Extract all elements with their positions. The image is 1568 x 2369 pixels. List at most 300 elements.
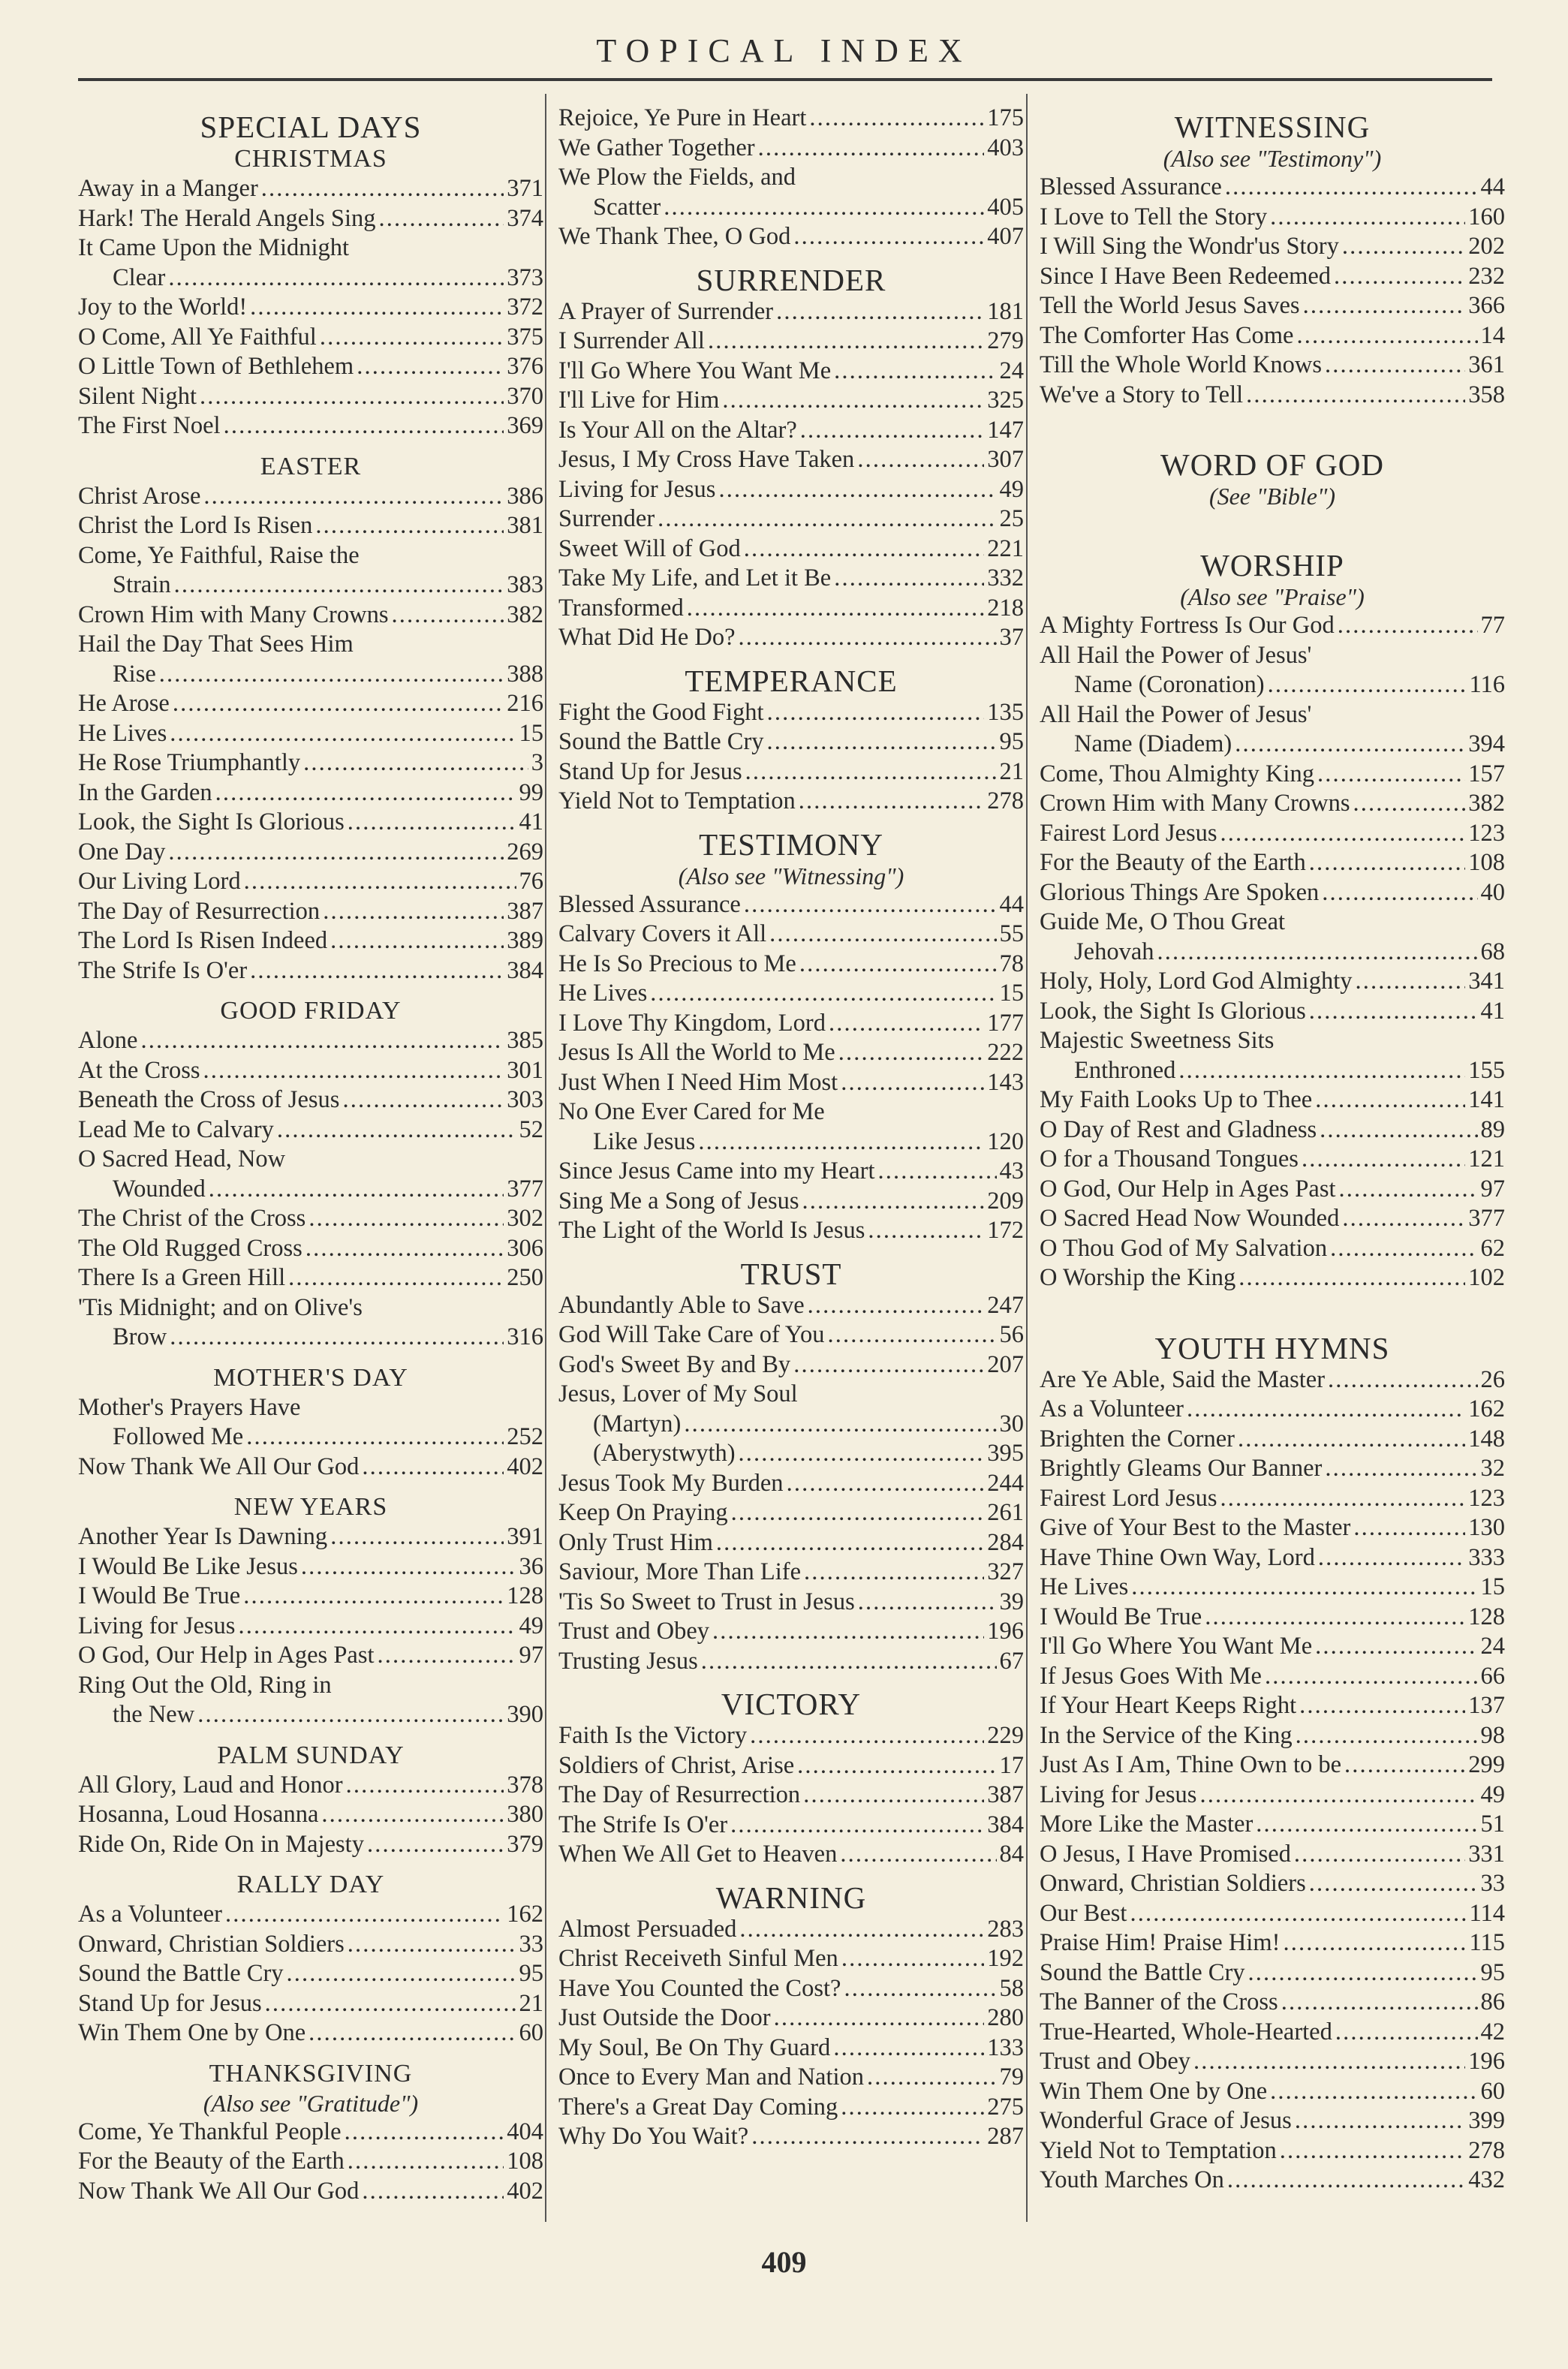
hymn-number: 44 <box>999 890 1024 918</box>
leader-dots <box>277 1115 516 1145</box>
subsection-heading: NEW YEARS <box>233 1493 388 1521</box>
index-entry <box>558 698 1024 728</box>
leader-dots <box>722 386 984 416</box>
index-entry <box>78 2177 543 2207</box>
index-entry <box>1040 1691 1505 1721</box>
hymn-title: Transformed <box>558 594 684 622</box>
hymn-title: Saviour, More Than Life <box>558 1558 802 1585</box>
leader-dots <box>305 1234 504 1264</box>
index-entry <box>558 1068 1024 1098</box>
hymn-title: Surrender <box>558 505 655 532</box>
leader-dots <box>224 411 504 441</box>
hymn-number: 58 <box>999 1974 1024 2002</box>
hymn-number: 68 <box>1480 938 1505 965</box>
index-section <box>78 996 543 1353</box>
hymn-title: Abundantly Able to Save <box>558 1291 805 1319</box>
hymn-title: We Gather Together <box>558 134 755 161</box>
hymn-title: My Soul, Be On Thy Guard <box>558 2033 831 2061</box>
hymn-title: Another Year Is Dawning <box>78 1523 328 1550</box>
leader-dots <box>209 1175 504 1205</box>
leader-dots <box>808 1291 985 1321</box>
index-entry <box>558 1097 1024 1127</box>
hymn-title: I Would Be True <box>78 1582 241 1609</box>
index-entry <box>1040 938 1505 968</box>
index-entry <box>558 920 1024 950</box>
leader-dots <box>1220 1484 1466 1514</box>
hymn-title: Have Thine Own Way, Lord <box>1040 1543 1315 1571</box>
leader-dots <box>1317 760 1465 790</box>
leader-dots <box>834 564 984 594</box>
leader-dots <box>346 1771 504 1801</box>
hymn-title: One Day <box>78 838 166 865</box>
leader-dots <box>348 2147 504 2177</box>
section-gap <box>1040 521 1505 542</box>
hymn-number: 86 <box>1480 1988 1505 2015</box>
index-entry <box>558 134 1024 164</box>
hymn-number: 370 <box>507 382 543 410</box>
hymn-number: 209 <box>987 1187 1024 1215</box>
index-entry <box>78 1800 543 1830</box>
hymn-title: It Came Upon the Midnight <box>78 234 350 261</box>
index-entry <box>558 1617 1024 1647</box>
hymn-number: 32 <box>1480 1455 1505 1482</box>
hymn-title: 'Tis Midnight; and on Olive's <box>78 1293 363 1321</box>
hymn-title: God Will Take Care of You <box>558 1321 825 1348</box>
hymn-title: Glorious Things Are Spoken <box>1040 878 1320 906</box>
index-entry <box>78 1582 543 1612</box>
index-entry <box>1040 819 1505 849</box>
index-entry <box>1040 1454 1505 1484</box>
hymn-title: Fairest Lord Jesus <box>1040 1484 1217 1512</box>
index-section <box>78 1741 543 1860</box>
hymn-title: Away in a Manger <box>78 175 258 202</box>
index-entry <box>558 2063 1024 2093</box>
hymn-number: 49 <box>519 1612 543 1639</box>
leader-dots <box>712 1617 984 1647</box>
index-entry <box>78 263 543 293</box>
leader-dots <box>238 1612 516 1642</box>
hymn-title: Enthroned <box>1074 1056 1176 1084</box>
leader-dots <box>246 1422 504 1452</box>
index-entry <box>558 504 1024 534</box>
leader-dots <box>1330 1234 1477 1264</box>
hymn-number: 331 <box>1468 1840 1505 1868</box>
hymn-number: 278 <box>987 787 1024 814</box>
leader-dots <box>1353 789 1465 819</box>
subsection-heading: MOTHER'S DAY <box>213 1363 408 1392</box>
hymn-number: 147 <box>987 416 1024 444</box>
hymn-title: Onward, Christian Soldiers <box>78 1930 345 1958</box>
hymn-number: 202 <box>1468 233 1505 260</box>
index-entry <box>78 1452 543 1483</box>
index-entry <box>558 1647 1024 1677</box>
section-heading: SPECIAL DAYS <box>200 110 422 144</box>
hymn-number: 402 <box>507 1452 543 1480</box>
leader-dots <box>1294 1840 1465 1870</box>
index-entry <box>78 1671 543 1701</box>
index-entry <box>1040 908 1505 938</box>
index-entry <box>78 570 543 601</box>
leader-dots <box>1322 878 1477 908</box>
hymn-title: He Lives <box>78 719 167 747</box>
index-entry <box>558 386 1024 416</box>
hymn-number: 97 <box>519 1642 543 1669</box>
index-section <box>558 104 1024 252</box>
hymn-title: I Love Thy Kingdom, Lord <box>558 1009 826 1037</box>
leader-dots <box>730 1811 984 1841</box>
index-entry <box>78 1900 543 1930</box>
hymn-title: When We All Get to Heaven <box>558 1841 838 1868</box>
leader-dots <box>751 2122 984 2152</box>
index-entry <box>78 1204 543 1234</box>
hymn-title: He Lives <box>1040 1573 1129 1600</box>
hymn-title: We Plow the Fields, and <box>558 164 796 191</box>
leader-dots <box>799 787 984 817</box>
hymn-title: Hark! The Herald Angels Sing <box>78 204 376 232</box>
section-heading: TESTIMONY <box>699 826 883 862</box>
hymn-title: Silent Night <box>78 382 197 410</box>
subsection-heading: PALM SUNDAY <box>217 1741 405 1769</box>
index-entry <box>78 1989 543 2019</box>
hymn-title: (Martyn) <box>593 1410 682 1437</box>
leader-dots <box>287 1959 516 1989</box>
subsection-heading: CHRISTMAS <box>234 145 387 173</box>
hymn-title: Clear <box>113 263 166 291</box>
leader-dots <box>301 1552 516 1582</box>
hymn-number: 157 <box>1468 760 1505 787</box>
index-section <box>558 664 1024 817</box>
leader-dots <box>1227 2166 1465 2196</box>
leader-dots <box>774 2003 985 2033</box>
leader-dots <box>800 416 984 446</box>
hymn-number: 278 <box>1468 2136 1505 2164</box>
hymn-number: 175 <box>987 104 1024 131</box>
section-heading: TEMPERANCE <box>685 663 898 698</box>
index-entry <box>1040 1958 1505 1988</box>
hymn-number: 30 <box>999 1410 1024 1437</box>
hymn-title: I Love to Tell the Story <box>1040 203 1268 230</box>
leader-dots <box>731 1498 985 1528</box>
hymn-number: 402 <box>507 2177 543 2205</box>
leader-dots <box>250 293 504 323</box>
hymn-number: 67 <box>999 1647 1024 1675</box>
hymn-title: Wonderful Grace of Jesus <box>1040 2107 1292 2134</box>
hymn-number: 358 <box>1468 381 1505 408</box>
leader-dots <box>330 926 504 956</box>
hymn-number: 33 <box>519 1930 543 1958</box>
hymn-title: Followed Me <box>113 1423 244 1450</box>
hymn-title: Crown Him with Many Crowns <box>1040 790 1350 817</box>
leader-dots <box>321 1800 504 1830</box>
hymn-title: Rejoice, Ye Pure in Heart <box>558 104 807 131</box>
leader-dots <box>1309 1869 1478 1899</box>
hymn-title: Guide Me, O Thou Great <box>1040 908 1286 935</box>
hymn-number: 128 <box>507 1582 543 1609</box>
leader-dots <box>838 1038 985 1068</box>
hymn-number: 49 <box>1480 1781 1505 1808</box>
index-entry <box>558 475 1024 505</box>
index-entry <box>558 445 1024 475</box>
hymn-number: 391 <box>507 1523 543 1550</box>
subsection-heading: RALLY DAY <box>236 1871 385 1898</box>
leader-dots <box>857 445 984 475</box>
leader-dots <box>250 956 504 986</box>
hymn-title: Jesus Took My Burden <box>558 1469 784 1497</box>
hymn-number: 192 <box>987 1945 1024 1972</box>
leader-dots <box>1299 1691 1465 1721</box>
hymn-number: 40 <box>1480 878 1505 906</box>
index-entry <box>1040 700 1505 730</box>
index-entry <box>78 1323 543 1353</box>
leader-dots <box>173 689 504 719</box>
hymn-number: 377 <box>507 1175 543 1203</box>
index-entry <box>558 1320 1024 1350</box>
hymn-number: 43 <box>999 1157 1024 1184</box>
hymn-number: 403 <box>987 134 1024 161</box>
hymn-title: Wounded <box>113 1175 206 1203</box>
leader-dots <box>174 570 504 601</box>
section-heading: WARNING <box>715 1880 867 1915</box>
hymn-title: Ride On, Ride On in Majesty <box>78 1830 364 1858</box>
index-entry <box>558 1216 1024 1246</box>
index-entry <box>1040 2136 1505 2166</box>
hymn-title: Holy, Holy, Lord God Almighty <box>1040 968 1353 995</box>
hymn-number: 373 <box>507 263 543 291</box>
index-entry <box>78 601 543 631</box>
index-entry <box>1040 2077 1505 2107</box>
hymn-number: 301 <box>507 1056 543 1084</box>
hymn-title: He Lives <box>558 980 648 1007</box>
index-section <box>558 1687 1024 1870</box>
leader-dots <box>868 1216 984 1246</box>
hymn-title: Is Your All on the Altar? <box>558 416 797 444</box>
hymn-number: 244 <box>987 1469 1024 1497</box>
hymn-number: 98 <box>1480 1721 1505 1749</box>
leader-dots <box>1238 1263 1465 1293</box>
leader-dots <box>841 2093 984 2123</box>
index-entry <box>1040 1988 1505 2018</box>
hymn-title: The Old Rugged Cross <box>78 1234 302 1262</box>
index-entry <box>1040 1899 1505 1929</box>
hymn-title: Like Jesus <box>593 1127 696 1155</box>
hymn-title: Our Living Lord <box>78 868 241 895</box>
hymn-title: True-Hearted, Whole-Hearted <box>1040 2018 1332 2045</box>
index-entry <box>78 174 543 204</box>
hymn-number: 399 <box>1468 2107 1505 2134</box>
hymn-title: O Sacred Head Now Wounded <box>1040 1205 1340 1232</box>
leader-dots <box>1315 1632 1477 1662</box>
hymn-title: Win Them One by One <box>78 2019 306 2046</box>
index-section <box>78 1870 543 2048</box>
hymn-title: 'Tis So Sweet to Trust in Jesus <box>558 1588 855 1615</box>
hymn-number: 325 <box>987 387 1024 414</box>
hymn-number: 160 <box>1468 203 1505 230</box>
leader-dots <box>362 1452 504 1483</box>
hymn-title: All Hail the Power of Jesus' <box>1040 641 1312 669</box>
leader-dots <box>745 757 997 787</box>
subsection-heading: GOOD FRIDAY <box>220 997 402 1025</box>
index-entry <box>78 1234 543 1264</box>
leader-dots <box>345 2118 504 2148</box>
leader-dots <box>308 2018 516 2048</box>
leader-dots <box>1320 1115 1477 1145</box>
hymn-number: 378 <box>507 1771 543 1799</box>
index-entry <box>558 357 1024 387</box>
hymn-title: O God, Our Help in Ages Past <box>1040 1175 1336 1203</box>
hymn-title: Hail the Day That Sees Him <box>78 631 354 658</box>
index-entry <box>558 1915 1024 1945</box>
index-entry <box>1040 641 1505 671</box>
hymn-title: I Surrender All <box>558 327 705 354</box>
hymn-number: 218 <box>987 594 1024 622</box>
hymn-number: 17 <box>999 1751 1024 1779</box>
leader-dots <box>391 601 504 631</box>
hymn-title: Keep On Praying <box>558 1499 728 1526</box>
leader-dots <box>168 263 504 293</box>
index-entry <box>558 104 1024 134</box>
hymn-number: 369 <box>507 412 543 439</box>
leader-dots <box>1281 1988 1478 2018</box>
index-entry <box>558 594 1024 624</box>
leader-dots <box>804 1558 984 1588</box>
index-entry <box>558 416 1024 446</box>
hymn-number: 39 <box>999 1588 1024 1615</box>
hymn-number: 25 <box>999 505 1024 532</box>
leader-dots <box>1131 1573 1477 1603</box>
hymn-number: 172 <box>987 1217 1024 1244</box>
index-entry <box>558 787 1024 817</box>
hymn-number: 196 <box>1468 2048 1505 2075</box>
leader-dots <box>829 1009 984 1039</box>
hymn-number: 14 <box>1480 321 1505 349</box>
index-entry <box>558 890 1024 920</box>
index-entry <box>78 293 543 323</box>
index-entry <box>558 1410 1024 1440</box>
index-entry <box>558 727 1024 757</box>
hymn-title: Take My Life, and Let it Be <box>558 564 832 591</box>
hymn-title: Youth Marches On <box>1040 2166 1224 2193</box>
hymn-title: The Lord Is Risen Indeed <box>78 927 328 954</box>
index-entry <box>1040 1365 1505 1395</box>
leader-dots <box>261 174 504 204</box>
subsection-heading: EASTER <box>260 452 362 480</box>
hymn-title: O Come, All Ye Faithful <box>78 323 317 351</box>
hymn-title: If Jesus Goes With Me <box>1040 1662 1262 1690</box>
hymn-title: Have You Counted the Cost? <box>558 1974 841 2002</box>
hymn-number: 162 <box>1468 1395 1505 1422</box>
hymn-number: 115 <box>1469 1929 1505 1956</box>
index-entry <box>558 1840 1024 1870</box>
hymn-title: Give of Your Best to the Master <box>1040 1514 1351 1541</box>
index-entry <box>1040 1632 1505 1662</box>
index-entry <box>1040 1204 1505 1234</box>
leader-dots <box>225 1900 504 1930</box>
hymn-number: 299 <box>1468 1751 1505 1778</box>
header-rule <box>78 78 1492 81</box>
hymn-title: The Day of Resurrection <box>558 1781 801 1808</box>
hymn-number: 95 <box>1480 1958 1505 1986</box>
hymn-number: 155 <box>1468 1056 1505 1084</box>
hymn-title: Tell the World Jesus Saves <box>1040 292 1300 319</box>
leader-dots <box>170 1323 504 1353</box>
hymn-number: 56 <box>999 1321 1024 1348</box>
index-entry <box>558 1781 1024 1811</box>
leader-dots <box>803 1781 984 1811</box>
hymn-title: Come, Ye Thankful People <box>78 2118 342 2145</box>
hymn-title: Beneath the Cross of Jesus <box>78 1086 340 1113</box>
index-entry <box>558 1751 1024 1781</box>
hymn-title: Are Ye Able, Said the Master <box>1040 1365 1326 1393</box>
leader-dots <box>739 1915 984 1945</box>
hymn-title: Almost Persuaded <box>558 1915 737 1943</box>
hymn-number: 376 <box>507 353 543 380</box>
index-entry <box>1040 760 1505 790</box>
leader-dots <box>1335 2018 1478 2048</box>
leader-dots <box>159 660 504 690</box>
index-entry <box>558 534 1024 564</box>
index-entry <box>78 808 543 838</box>
index-entry <box>78 1175 543 1205</box>
hymn-number: 405 <box>987 193 1024 221</box>
hymn-number: 287 <box>987 2123 1024 2150</box>
leader-dots <box>1235 730 1465 760</box>
leader-dots <box>303 748 528 778</box>
hymn-title: As a Volunteer <box>1040 1395 1184 1422</box>
index-entry <box>1040 1781 1505 1811</box>
index-section <box>78 452 543 986</box>
index-entry <box>558 222 1024 252</box>
hymn-title: the New <box>113 1701 195 1728</box>
hymn-title: Jesus, I My Cross Have Taken <box>558 446 855 473</box>
hymn-title: For the Beauty of the Earth <box>78 2148 345 2175</box>
hymn-number: 33 <box>1480 1870 1505 1897</box>
hymn-number: 130 <box>1468 1514 1505 1541</box>
index-entry <box>558 2033 1024 2063</box>
hymn-title: Ring Out the Old, Ring in <box>78 1671 332 1699</box>
hymn-number: 387 <box>987 1781 1024 1808</box>
hymn-number: 229 <box>987 1722 1024 1749</box>
hymn-number: 24 <box>1480 1633 1505 1660</box>
hymn-title: The Strife Is O'er <box>558 1811 728 1838</box>
leader-dots <box>797 1751 996 1781</box>
see-also-note: (Also see "Gratitude") <box>203 2089 419 2117</box>
index-entry <box>1040 1928 1505 1958</box>
see-also-note: (See "Bible") <box>1208 483 1336 510</box>
hymn-number: 222 <box>987 1039 1024 1066</box>
hymn-title: Alone <box>78 1027 138 1054</box>
hymn-title: I'll Live for Him <box>558 387 720 414</box>
index-entry <box>1040 1543 1505 1573</box>
hymn-title: I'll Go Where You Want Me <box>558 357 832 384</box>
index-section <box>78 1363 543 1483</box>
hymn-title: In the Service of the King <box>1040 1721 1293 1749</box>
hymn-number: 388 <box>507 660 543 688</box>
hymn-number: 302 <box>507 1205 543 1232</box>
leader-dots <box>841 1068 984 1098</box>
leader-dots <box>140 1026 504 1056</box>
index-entry <box>78 1700 543 1730</box>
hymn-number: 148 <box>1468 1425 1505 1452</box>
leader-dots <box>878 1157 997 1187</box>
index-entry <box>558 1439 1024 1469</box>
hymn-title: Praise Him! Praise Him! <box>1040 1929 1281 1956</box>
hymn-number: 250 <box>507 1264 543 1291</box>
hymn-number: 76 <box>519 868 543 895</box>
hymn-number: 395 <box>987 1440 1024 1467</box>
hymn-number: 143 <box>987 1068 1024 1096</box>
index-entry <box>78 204 543 234</box>
section-gap <box>1040 1304 1505 1325</box>
